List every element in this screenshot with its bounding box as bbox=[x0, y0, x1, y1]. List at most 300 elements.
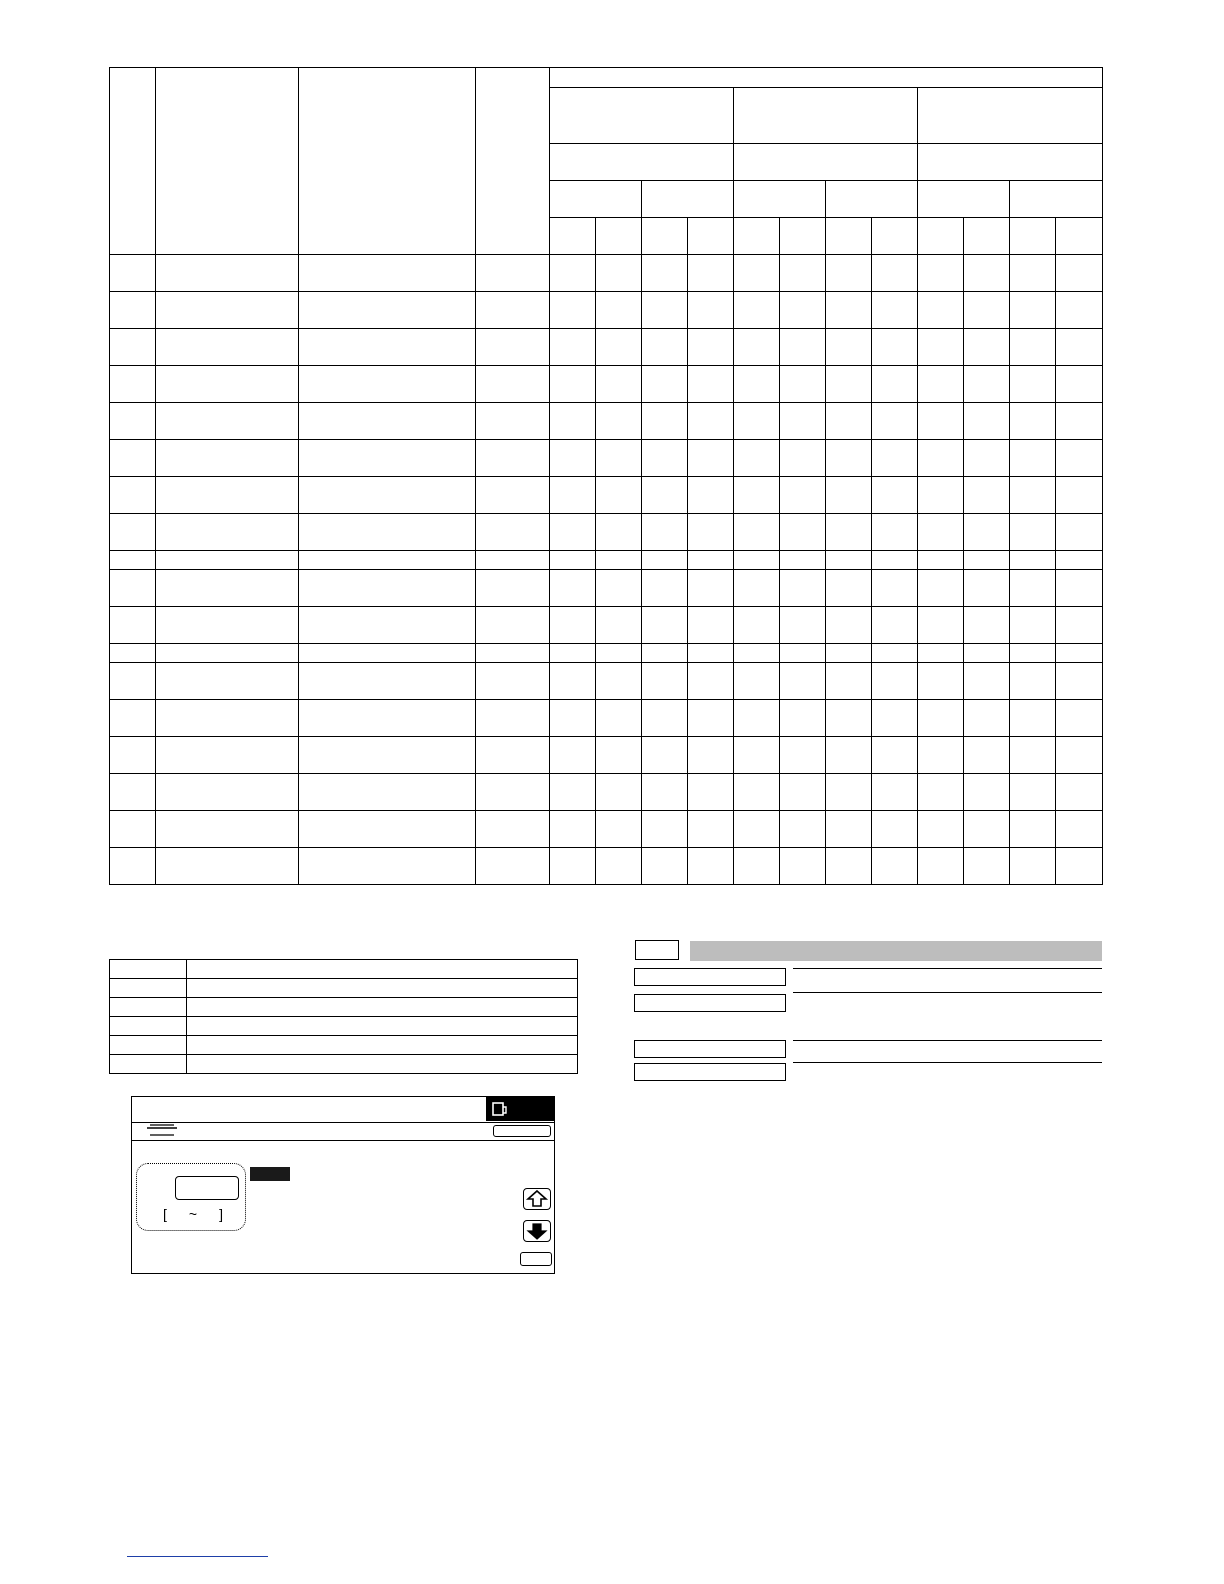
table-cell bbox=[110, 607, 156, 644]
table-cell bbox=[826, 663, 872, 700]
table-row bbox=[110, 366, 1103, 403]
table-cell bbox=[826, 570, 872, 607]
table-cell bbox=[1056, 700, 1103, 737]
table-cell bbox=[110, 403, 156, 440]
code-row bbox=[110, 998, 578, 1017]
table-cell bbox=[110, 477, 156, 514]
value-input[interactable] bbox=[175, 1176, 239, 1200]
table-cell bbox=[476, 570, 550, 607]
table-cell bbox=[780, 811, 826, 848]
table-cell bbox=[964, 774, 1010, 811]
code-row bbox=[110, 1017, 578, 1036]
job-status-button[interactable] bbox=[486, 1097, 554, 1121]
table-cell bbox=[1010, 848, 1056, 885]
table-cell bbox=[110, 440, 156, 477]
header-cell bbox=[550, 88, 734, 144]
table-cell bbox=[596, 477, 642, 514]
menu-icon[interactable] bbox=[144, 1119, 184, 1139]
execute-button[interactable] bbox=[520, 1252, 552, 1266]
table-cell bbox=[1010, 292, 1056, 329]
table-cell bbox=[299, 570, 476, 607]
table-cell bbox=[918, 292, 964, 329]
code-cell bbox=[110, 979, 187, 998]
table-cell bbox=[780, 848, 826, 885]
table-cell bbox=[110, 774, 156, 811]
divider bbox=[793, 992, 1102, 993]
table-cell bbox=[476, 440, 550, 477]
header-cell bbox=[1056, 218, 1103, 255]
table-cell bbox=[826, 700, 872, 737]
table-cell bbox=[780, 514, 826, 551]
table-cell bbox=[826, 255, 872, 292]
table-cell bbox=[964, 551, 1010, 570]
adjustment-table bbox=[109, 67, 1103, 885]
header-cell bbox=[110, 68, 156, 255]
table-cell bbox=[156, 607, 299, 644]
table-cell bbox=[688, 811, 734, 848]
table-cell bbox=[476, 700, 550, 737]
table-cell bbox=[156, 255, 299, 292]
table-cell bbox=[918, 329, 964, 366]
table-cell bbox=[476, 477, 550, 514]
table-cell bbox=[299, 403, 476, 440]
table-cell bbox=[826, 292, 872, 329]
table-row bbox=[110, 774, 1103, 811]
table-cell bbox=[1056, 737, 1103, 774]
table-cell bbox=[156, 440, 299, 477]
table-cell bbox=[550, 329, 596, 366]
table-cell bbox=[918, 848, 964, 885]
table-cell bbox=[550, 663, 596, 700]
table-row bbox=[110, 700, 1103, 737]
table-cell bbox=[476, 848, 550, 885]
code-row bbox=[110, 1036, 578, 1055]
table-cell bbox=[550, 514, 596, 551]
table-cell bbox=[780, 700, 826, 737]
table-cell bbox=[299, 700, 476, 737]
table-cell bbox=[872, 700, 918, 737]
table-cell bbox=[299, 644, 476, 663]
header-cell bbox=[476, 68, 550, 255]
screen-title-row bbox=[132, 1097, 554, 1123]
table-cell bbox=[550, 644, 596, 663]
table-cell bbox=[550, 551, 596, 570]
table-cell bbox=[918, 737, 964, 774]
table-cell bbox=[872, 570, 918, 607]
section-title-bar bbox=[690, 941, 1102, 961]
table-cell bbox=[780, 570, 826, 607]
table-cell bbox=[780, 255, 826, 292]
table-cell bbox=[596, 663, 642, 700]
table-cell bbox=[918, 403, 964, 440]
table-cell bbox=[918, 514, 964, 551]
table-cell bbox=[476, 514, 550, 551]
item-label-box bbox=[634, 994, 786, 1012]
table-cell bbox=[872, 663, 918, 700]
table-cell bbox=[918, 570, 964, 607]
table-row bbox=[110, 292, 1103, 329]
table-cell bbox=[476, 329, 550, 366]
code-cell bbox=[110, 1055, 187, 1074]
table-cell bbox=[688, 570, 734, 607]
table-cell bbox=[550, 403, 596, 440]
table-cell bbox=[550, 570, 596, 607]
table-cell bbox=[964, 477, 1010, 514]
table-cell bbox=[826, 477, 872, 514]
table-cell bbox=[1056, 811, 1103, 848]
table-cell bbox=[1056, 329, 1103, 366]
table-cell bbox=[688, 663, 734, 700]
table-cell bbox=[1056, 440, 1103, 477]
table-row bbox=[110, 440, 1103, 477]
table-cell bbox=[688, 607, 734, 644]
table-cell bbox=[1056, 607, 1103, 644]
table-cell bbox=[734, 329, 780, 366]
code-cell bbox=[187, 960, 578, 979]
table-cell bbox=[596, 848, 642, 885]
table-cell bbox=[550, 700, 596, 737]
table-cell bbox=[156, 403, 299, 440]
table-cell bbox=[872, 607, 918, 644]
table-cell bbox=[826, 551, 872, 570]
table-cell bbox=[1010, 700, 1056, 737]
code-cell bbox=[187, 979, 578, 998]
header-cell bbox=[734, 218, 780, 255]
table-cell bbox=[476, 292, 550, 329]
table-cell bbox=[476, 774, 550, 811]
header-cell bbox=[642, 218, 688, 255]
table-cell bbox=[596, 292, 642, 329]
table-cell bbox=[299, 663, 476, 700]
table-cell bbox=[110, 292, 156, 329]
header-cell bbox=[550, 144, 734, 181]
table-cell bbox=[550, 811, 596, 848]
table-cell bbox=[1056, 774, 1103, 811]
table-cell bbox=[642, 811, 688, 848]
header-cell bbox=[1010, 181, 1103, 218]
table-cell bbox=[596, 570, 642, 607]
code-cell bbox=[187, 998, 578, 1017]
table-cell bbox=[964, 607, 1010, 644]
table-cell bbox=[642, 329, 688, 366]
table-cell bbox=[780, 366, 826, 403]
table-cell bbox=[734, 570, 780, 607]
header-cell bbox=[156, 68, 299, 255]
table-cell bbox=[780, 477, 826, 514]
table-cell bbox=[734, 551, 780, 570]
table-cell bbox=[156, 329, 299, 366]
table-cell bbox=[734, 737, 780, 774]
table-cell bbox=[688, 255, 734, 292]
table-cell bbox=[1056, 403, 1103, 440]
table-cell bbox=[872, 848, 918, 885]
table-row bbox=[110, 644, 1103, 663]
table-cell bbox=[734, 607, 780, 644]
table-cell bbox=[688, 700, 734, 737]
section-number-box bbox=[635, 940, 679, 960]
table-cell bbox=[872, 774, 918, 811]
table-cell bbox=[918, 663, 964, 700]
table-cell bbox=[964, 329, 1010, 366]
table-cell bbox=[688, 403, 734, 440]
table-cell bbox=[1010, 811, 1056, 848]
table-cell bbox=[299, 551, 476, 570]
table-cell bbox=[872, 329, 918, 366]
table-cell bbox=[780, 644, 826, 663]
table-cell bbox=[734, 403, 780, 440]
table-cell bbox=[780, 774, 826, 811]
table-cell bbox=[1056, 551, 1103, 570]
table-cell bbox=[299, 607, 476, 644]
table-cell bbox=[156, 644, 299, 663]
table-cell bbox=[872, 440, 918, 477]
table-cell bbox=[872, 292, 918, 329]
header-cell bbox=[826, 218, 872, 255]
table-cell bbox=[688, 514, 734, 551]
table-cell bbox=[156, 551, 299, 570]
table-cell bbox=[1010, 774, 1056, 811]
table-cell bbox=[596, 700, 642, 737]
table-cell bbox=[299, 514, 476, 551]
code-cell bbox=[110, 998, 187, 1017]
table-cell bbox=[918, 440, 964, 477]
header-cell bbox=[596, 218, 642, 255]
table-cell bbox=[476, 403, 550, 440]
table-cell bbox=[918, 811, 964, 848]
table-cell bbox=[872, 551, 918, 570]
table-row bbox=[110, 514, 1103, 551]
header-cell bbox=[550, 68, 1103, 88]
table-row bbox=[110, 570, 1103, 607]
table-cell bbox=[780, 440, 826, 477]
code-row bbox=[110, 979, 578, 998]
table-cell bbox=[964, 570, 1010, 607]
table-cell bbox=[110, 366, 156, 403]
setting-value-area bbox=[136, 1163, 246, 1231]
table-row bbox=[110, 737, 1103, 774]
code-cell bbox=[110, 1017, 187, 1036]
value-range bbox=[163, 1206, 223, 1222]
table-cell bbox=[826, 329, 872, 366]
table-cell bbox=[688, 848, 734, 885]
table-cell bbox=[734, 514, 780, 551]
table-cell bbox=[780, 663, 826, 700]
header-cell bbox=[734, 181, 826, 218]
table-cell bbox=[918, 700, 964, 737]
table-cell bbox=[1010, 366, 1056, 403]
table-cell bbox=[826, 440, 872, 477]
range-open: [ bbox=[163, 1206, 167, 1222]
table-cell bbox=[1010, 663, 1056, 700]
table-cell bbox=[964, 366, 1010, 403]
table-cell bbox=[156, 848, 299, 885]
table-cell bbox=[299, 477, 476, 514]
table-cell bbox=[110, 848, 156, 885]
table-cell bbox=[299, 774, 476, 811]
table-cell bbox=[1010, 440, 1056, 477]
table-cell bbox=[1056, 514, 1103, 551]
table-cell bbox=[596, 811, 642, 848]
table-cell bbox=[596, 607, 642, 644]
table-cell bbox=[1056, 570, 1103, 607]
table-cell bbox=[642, 700, 688, 737]
table-cell bbox=[110, 811, 156, 848]
table-cell bbox=[964, 440, 1010, 477]
table-cell bbox=[110, 551, 156, 570]
table-cell bbox=[964, 644, 1010, 663]
table-cell bbox=[476, 737, 550, 774]
table-cell bbox=[110, 663, 156, 700]
header-cell bbox=[734, 88, 918, 144]
table-cell bbox=[550, 292, 596, 329]
table-cell bbox=[872, 403, 918, 440]
table-cell bbox=[156, 570, 299, 607]
header-cell bbox=[734, 144, 918, 181]
table-cell bbox=[1010, 403, 1056, 440]
table-cell bbox=[642, 848, 688, 885]
table-cell bbox=[642, 551, 688, 570]
table-cell bbox=[918, 477, 964, 514]
table-cell bbox=[1056, 477, 1103, 514]
table-cell bbox=[596, 551, 642, 570]
table-cell bbox=[642, 570, 688, 607]
table-cell bbox=[1056, 255, 1103, 292]
setting-screen bbox=[131, 1096, 555, 1274]
down-arrow-button[interactable] bbox=[523, 1220, 551, 1242]
table-cell bbox=[918, 644, 964, 663]
table-cell bbox=[826, 811, 872, 848]
table-cell bbox=[156, 774, 299, 811]
table-cell bbox=[642, 477, 688, 514]
table-cell bbox=[826, 514, 872, 551]
table-cell bbox=[1010, 329, 1056, 366]
table-cell bbox=[1056, 366, 1103, 403]
table-cell bbox=[688, 774, 734, 811]
header-cell bbox=[550, 218, 596, 255]
header-cell bbox=[642, 181, 734, 218]
table-cell bbox=[642, 644, 688, 663]
table-cell bbox=[964, 663, 1010, 700]
table-cell bbox=[596, 514, 642, 551]
table-cell bbox=[642, 440, 688, 477]
table-cell bbox=[872, 477, 918, 514]
table-cell bbox=[1010, 607, 1056, 644]
table-row bbox=[110, 811, 1103, 848]
table-row bbox=[110, 329, 1103, 366]
table-cell bbox=[156, 292, 299, 329]
table-cell bbox=[1010, 255, 1056, 292]
table-cell bbox=[688, 329, 734, 366]
table-cell bbox=[964, 811, 1010, 848]
table-cell bbox=[918, 607, 964, 644]
table-cell bbox=[550, 774, 596, 811]
table-cell bbox=[299, 440, 476, 477]
table-cell bbox=[156, 366, 299, 403]
table-cell bbox=[1010, 644, 1056, 663]
table-cell bbox=[642, 663, 688, 700]
table-cell bbox=[734, 644, 780, 663]
job-status-icon bbox=[489, 1099, 509, 1119]
table-cell bbox=[734, 255, 780, 292]
code-cell bbox=[187, 1017, 578, 1036]
table-cell bbox=[872, 644, 918, 663]
table-cell bbox=[476, 366, 550, 403]
table-cell bbox=[596, 403, 642, 440]
code-cell bbox=[110, 960, 187, 979]
code-table bbox=[109, 959, 578, 1074]
table-row bbox=[110, 477, 1103, 514]
table-cell bbox=[964, 292, 1010, 329]
code-row bbox=[110, 960, 578, 979]
table-cell bbox=[826, 607, 872, 644]
table-cell bbox=[156, 737, 299, 774]
table-cell bbox=[918, 366, 964, 403]
table-cell bbox=[1010, 570, 1056, 607]
table-cell bbox=[596, 774, 642, 811]
table-cell bbox=[299, 848, 476, 885]
table-cell bbox=[688, 737, 734, 774]
table-cell bbox=[299, 329, 476, 366]
table-cell bbox=[110, 644, 156, 663]
table-cell bbox=[110, 700, 156, 737]
down-arrow-icon bbox=[524, 1221, 550, 1241]
table-cell bbox=[299, 292, 476, 329]
table-cell bbox=[734, 366, 780, 403]
table-row bbox=[110, 663, 1103, 700]
table-cell bbox=[476, 644, 550, 663]
item-label-box bbox=[634, 1040, 786, 1058]
table-cell bbox=[642, 737, 688, 774]
table-cell bbox=[826, 774, 872, 811]
table-cell bbox=[299, 255, 476, 292]
table-cell bbox=[476, 663, 550, 700]
table-cell bbox=[550, 440, 596, 477]
header-cell bbox=[872, 218, 918, 255]
header-cell bbox=[299, 68, 476, 255]
table-cell bbox=[1056, 848, 1103, 885]
footer-link-underline[interactable] bbox=[127, 1556, 268, 1557]
header-cell bbox=[918, 88, 1103, 144]
table-cell bbox=[872, 737, 918, 774]
table-cell bbox=[780, 551, 826, 570]
code-cell bbox=[110, 1036, 187, 1055]
table-cell bbox=[826, 644, 872, 663]
header-cell bbox=[780, 218, 826, 255]
up-arrow-button[interactable] bbox=[523, 1188, 551, 1210]
table-row bbox=[110, 255, 1103, 292]
table-cell bbox=[642, 255, 688, 292]
table-cell bbox=[596, 329, 642, 366]
table-row bbox=[110, 607, 1103, 644]
table-cell bbox=[734, 292, 780, 329]
header-cell bbox=[688, 218, 734, 255]
ok-button[interactable] bbox=[493, 1125, 551, 1137]
table-cell bbox=[872, 366, 918, 403]
table-cell bbox=[550, 477, 596, 514]
table-cell bbox=[550, 366, 596, 403]
table-cell bbox=[1056, 663, 1103, 700]
table-cell bbox=[110, 329, 156, 366]
table-cell bbox=[156, 477, 299, 514]
table-cell bbox=[734, 811, 780, 848]
table-cell bbox=[596, 255, 642, 292]
table-cell bbox=[476, 551, 550, 570]
table-cell bbox=[780, 737, 826, 774]
table-cell bbox=[734, 774, 780, 811]
table-cell bbox=[872, 811, 918, 848]
table-cell bbox=[476, 811, 550, 848]
table-cell bbox=[1010, 737, 1056, 774]
